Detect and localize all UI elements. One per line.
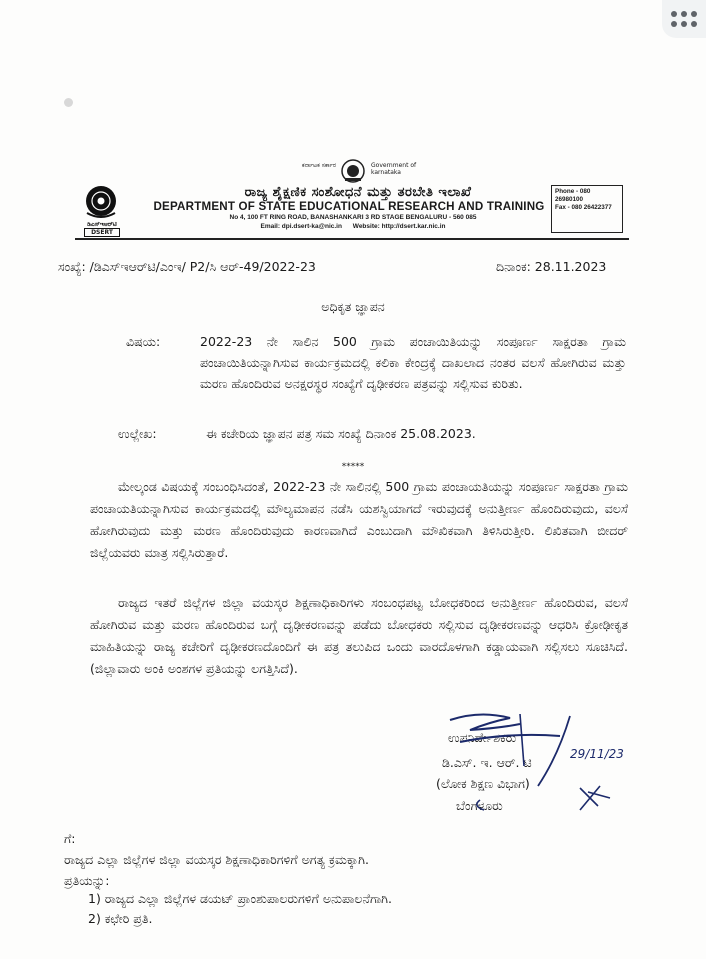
signature-block [420,706,630,826]
department-name-kannada: ರಾಜ್ಯ ಶೈಕ್ಷಣಿಕ ಸಂಶೋಧನೆ ಮತ್ತು ತರಬೇತಿ ಇಲಾಖೆ [244,185,472,200]
punch-hole [64,98,73,107]
signatory-office: ಡಿ.ಎಸ್. ಇ. ಆರ್. ಟಿ [442,755,532,770]
subject-text: 2022-23 ನೇ ಸಾಲಿನ 500 ಗ್ರಾಮ ಪಂಚಾಯಿತಿಯನ್ನು ಸಂಪೂರ್ಣ ಸಾಕ್ಷರತಾ ಗ್ರಾಮ ಪಂಚಾಯಿತಿಯನ್ನಾಗಿಸುವ ಕಾರ್ಯಕ್ರಮದಲ್ಲಿ ಕಲಿಕಾ ಕೇಂದ್ರಕ್ಕೆ ದಾಖಲಾದ ನಂತರ ವಲಸೆ ಹೋಗಿರುವ ಮತ್ತು ಮರಣ ಹೊಂದಿರುವ ಅನಕ್ಷರಸ್ಥರ ಸಂಖ್ಯೆಗೆ ದೃಢೀಕರಣ ಪತ್ರವನ್ನು ಸಲ್ಲಿಸುವ ಕುರಿತು. [200,334,626,391]
paragraph-1-text: ಮೇಲ್ಕಂಡ ವಿಷಯಕ್ಕೆ ಸಂಬಂಧಿಸಿದಂತೆ, 2022-23 ನೇ ಸಾಲಿನಲ್ಲಿ 500 ಗ್ರಾಮ ಪಂಚಾಯತಿಯನ್ನು ಸಂಪೂರ್ಣ ಸಾಕ್ಷರತಾ ಗ್ರಾಮ ಪಂಚಾಯತಿಯನ್ನಾಗಿಸುವ ಕಾರ್ಯಕ್ರಮದಲ್ಲಿ ಮೌಲ್ಯಮಾಪನ ನಡೆಸಿ ಯಶಸ್ವಿಯಾಗದೆ ಇರುವುದಕ್ಕೆ ಅನುತ್ತೀರ್ಣ ಹೊಂದಿರುವುದು, ವಲಸೆ ಹೋಗಿರುವುದು ಮತ್ತು ಮರಣ ಹೊಂದಿರುವುದು ಕಾರಣವಾಗಿದೆ ಎಂಬುದಾಗಿ ಮೌಖಿಕವಾಗಿ ತಿಳಿಸಿರುತ್ತೀರಿ. ಲಿಖಿತವಾಗಿ ಬೀದರ್ ಜಿಲ್ಲೆಯವರು ಮಾತ್ರ ಸಲ್ಲಿಸಿರುತ್ತಾರೆ. [90,479,628,560]
apps-grid-icon[interactable] [662,0,706,38]
to-text: ರಾಜ್ಯದ ಎಲ್ಲಾ ಜಿಲ್ಲೆಗಳ ಜಿಲ್ಲಾ ವಯಸ್ಕರ ಶಿಕ್ಷಣಾಧಿಕಾರಿಗಳಿಗೆ ಅಗತ್ಯ ಕ್ರಮಕ್ಕಾಗಿ. [64,852,369,867]
department-website: Website: http://dsert.kar.nic.in [352,223,446,230]
government-header [0,158,706,186]
subject-label: ವಿಷಯ: [126,334,161,349]
handwritten-date: 29/11/23 [570,747,624,761]
letterhead-divider [75,238,629,240]
department-email: Email: dpi.dsert-ka@nic.in [260,223,342,230]
separator: ***** [341,462,365,472]
copy-item: 2) ಕಛೇರಿ ಪ್ರತಿ. [88,911,153,926]
gov-label-english: Government of karnataka [371,162,417,176]
reference-label: ಉಲ್ಲೇಖ: [118,426,157,441]
letterhead [75,185,629,235]
phone-number: Phone - 080 26980100 [555,188,591,203]
logo-text-english: DSERT [84,228,120,237]
department-address: No 4, 100 FT RING ROAD, BANASHANKARI 3 RD STAGE BENGALURU - 560 085 [229,214,477,221]
handwritten-signature-icon [420,706,630,826]
department-name-english: DEPARTMENT OF STATE EDUCATIONAL RESEARCH AND TRAINING [153,200,545,213]
reference-number: ಸಂಖ್ಯೆ: /ಡಿಎಸ್‌ಇಆರ್‌ಟಿ/ಎಂಇ/ P2/ಸಿ ಆರ್-49/2022-23 [58,259,316,274]
document-heading: ಅಧಿಕೃತ ಜ್ಞಾಪನ [321,299,385,314]
paragraph-2-text: ರಾಜ್ಯದ ಇತರೆ ಜಿಲ್ಲೆಗಳ ಜಿಲ್ಲಾ ವಯಸ್ಕರ ಶಿಕ್ಷಣಾಧಿಕಾರಿಗಳು ಸಂಬಂಧಪಟ್ಟ ಬೋಧಕರಿಂದ ಅನುತ್ತೀರ್ಣ ಹೊಂದಿರುವ, ವಲಸೆ ಹೋಗಿರುವ ಮತ್ತು ಮರಣ ಹೊಂದಿರುವ ಬಗ್ಗೆ ದೃಢೀಕರಣವನ್ನು ಪಡೆದು ಬೋಧಕರು ಸಲ್ಲಿಸುವ ದೃಢೀಕರಣವನ್ನು ಆಧರಿಸಿ ಕ್ರೋಢೀಕೃತ ಮಾಹಿತಿಯನ್ನು ರಾಜ್ಯ ಕಚೇರಿಗೆ ದೃಢೀಕರಣದೊಂದಿಗೆ ಈ ಪತ್ರ ತಲುಪಿದ ಒಂದು ವಾರದೊಳಗಾಗಿ ಕಡ್ಡಾಯವಾಗಿ ಸಲ್ಲಿಸಲು ಸೂಚಿಸಿದೆ. (ಜಿಲ್ಲಾವಾರು ಅಂಕಿ ಅಂಶಗಳ ಪ್ರತಿಯನ್ನು ಲಗತ್ತಿಸಿದೆ). [90,595,628,676]
reference-text: ಈ ಕಚೇರಿಯ ಜ್ಞಾಪನ ಪತ್ರ ಸಮ ಸಂಖ್ಯೆ ದಿನಾಂಕ 25.08.2023. [206,426,476,441]
body-paragraph-1 [90,476,628,564]
document-date: ದಿನಾಂಕ: 28.11.2023 [496,259,607,274]
copy-to-label: ಪ್ರತಿಯನ್ನು: [64,873,110,888]
state-emblem-icon [340,158,366,184]
to-label: ಗೆ: [64,831,76,846]
department-contact [155,223,551,230]
signatory-division: (ಲೋಕ ಶಿಕ್ಷಣ ವಿಭಾಗ) [436,776,530,791]
logo-text-kannada: ಡಿಎಸ್ಇಆರ್‌ಟಿ [87,221,117,228]
signatory-designation: ಉಪನಿರ್ದೇಶಕರು [448,730,517,745]
fax-number: Fax - 080 26422377 [555,204,612,211]
logo-label [78,221,126,237]
body-paragraph-2 [90,592,628,680]
copy-item: 1) ರಾಜ್ಯದ ಎಲ್ಲಾ ಜಿಲ್ಲೆಗಳ ಡಯಟ್ ಪ್ರಾಂಶುಪಾಲರುಗಳಿಗೆ ಅನುಪಾಲನೆಗಾಗಿ. [88,891,392,906]
gov-label-kannada: ಕರ್ನಾಟಕ ಸರ್ಕಾರ [301,162,336,169]
phone-fax-box [551,185,623,233]
signatory-city: ಬೆಂಗಳೂರು [456,798,503,813]
